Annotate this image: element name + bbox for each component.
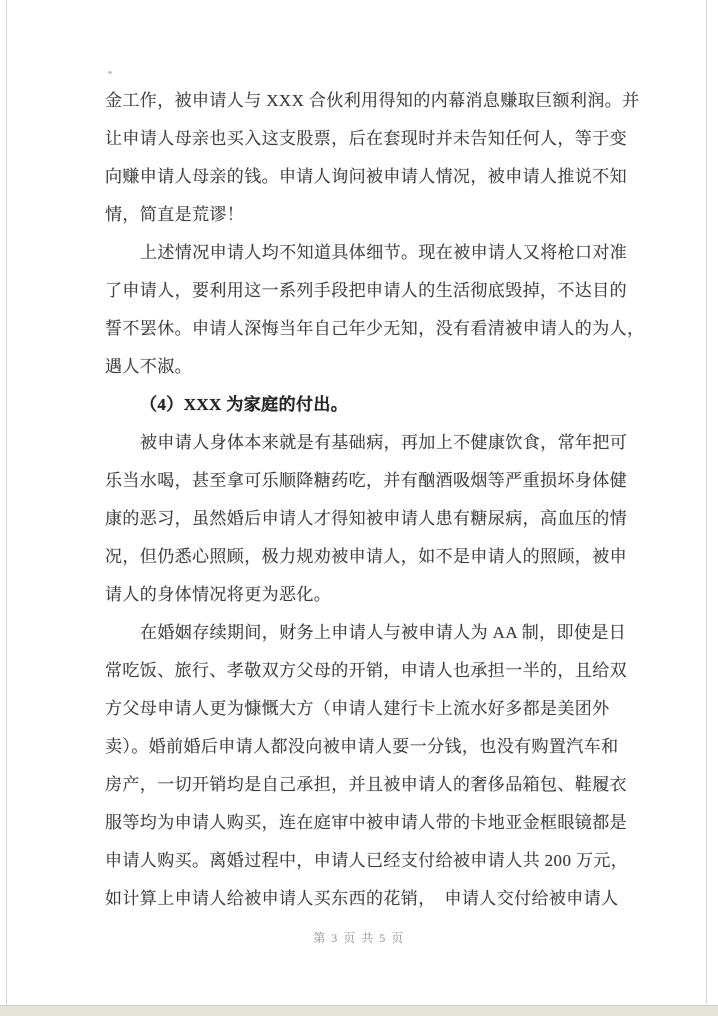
page-bottom-edge bbox=[0, 1005, 718, 1016]
scan-artifact-speck bbox=[108, 71, 112, 74]
text-line: 如计算上申请人给被申请人买东西的花销， 申请人交付给被申请人 bbox=[105, 889, 619, 908]
paragraph-continuation bbox=[105, 82, 640, 234]
text-line: 遇人不淑。 bbox=[105, 357, 192, 376]
section-heading-block bbox=[105, 386, 629, 424]
text-line: 乐当水喝，甚至拿可乐顺降糖药吃，并有酗酒吸烟等严重损坏身体健 bbox=[105, 471, 627, 490]
page-left-edge-line bbox=[6, 0, 7, 1005]
text-line: 申请人购买。离婚过程中，申请人已经支付给被申请人共 200 万元， bbox=[105, 851, 629, 870]
paragraph bbox=[105, 234, 645, 386]
paragraph bbox=[105, 614, 629, 918]
page-number-label: 第 3 页 共 5 页 bbox=[313, 931, 405, 945]
text-line: 被申请人身体本来就是有基础病，再加上不健康饮食，常年把可 bbox=[140, 433, 628, 452]
paragraph bbox=[105, 424, 629, 614]
text-line: 房产，一切开销均是自己承担，并且被申请人的奢侈品箱包、鞋履衣 bbox=[105, 775, 627, 794]
text-line: 上述情况申请人均不知道具体细节。现在被申请人又将枪口对准 bbox=[140, 243, 628, 262]
text-line: 在婚姻存续期间，财务上申请人与被申请人为 AA 制，即使是日 bbox=[140, 623, 627, 642]
text-line: 况，但仍悉心照顾，极力规劝被申请人，如不是申请人的照顾，被申 bbox=[105, 547, 627, 566]
text-line: 了申请人，要利用这一系列手段把申请人的生活彻底毁掉，不达目的 bbox=[105, 281, 627, 300]
text-line: 情，简直是荒谬！ bbox=[105, 205, 245, 224]
page-right-edge-line bbox=[706, 0, 707, 1005]
section-heading: （4）XXX 为家庭的付出。 bbox=[140, 395, 349, 414]
text-line: 让申请人母亲也买入这支股票，后在套现时并未告知任何人，等于变 bbox=[105, 129, 627, 148]
text-line: 向赚申请人母亲的钱。申请人询问被申请人情况，被申请人推说不知 bbox=[105, 167, 627, 186]
text-line: 卖）。婚前婚后申请人都没向被申请人要一分钱，也没有购置汽车和 bbox=[105, 737, 619, 756]
text-line: 方父母申请人更为慷慨大方（申请人建行卡上流水好多都是美团外 bbox=[105, 699, 610, 718]
text-line: 请人的身体情况将更为恶化。 bbox=[105, 585, 332, 604]
text-line: 誓不罢休。申请人深悔当年自己年少无知，没有看清被申请人的为人， bbox=[105, 319, 645, 338]
text-line: 常吃饭、旅行、孝敬双方父母的开销，申请人也承担一半的，且给双 bbox=[105, 661, 627, 680]
document-body-text bbox=[105, 82, 645, 918]
text-line: 康的恶习，虽然婚后申请人才得知被申请人患有糖尿病，高血压的情 bbox=[105, 509, 627, 528]
page-footer bbox=[0, 929, 718, 946]
text-line: 服等均为申请人购买，连在庭审中被申请人带的卡地亚金框眼镜都是 bbox=[105, 813, 627, 832]
text-line: 金工作，被申请人与 XXX 合伙利用得知的内幕消息赚取巨额利润。并 bbox=[105, 91, 640, 110]
